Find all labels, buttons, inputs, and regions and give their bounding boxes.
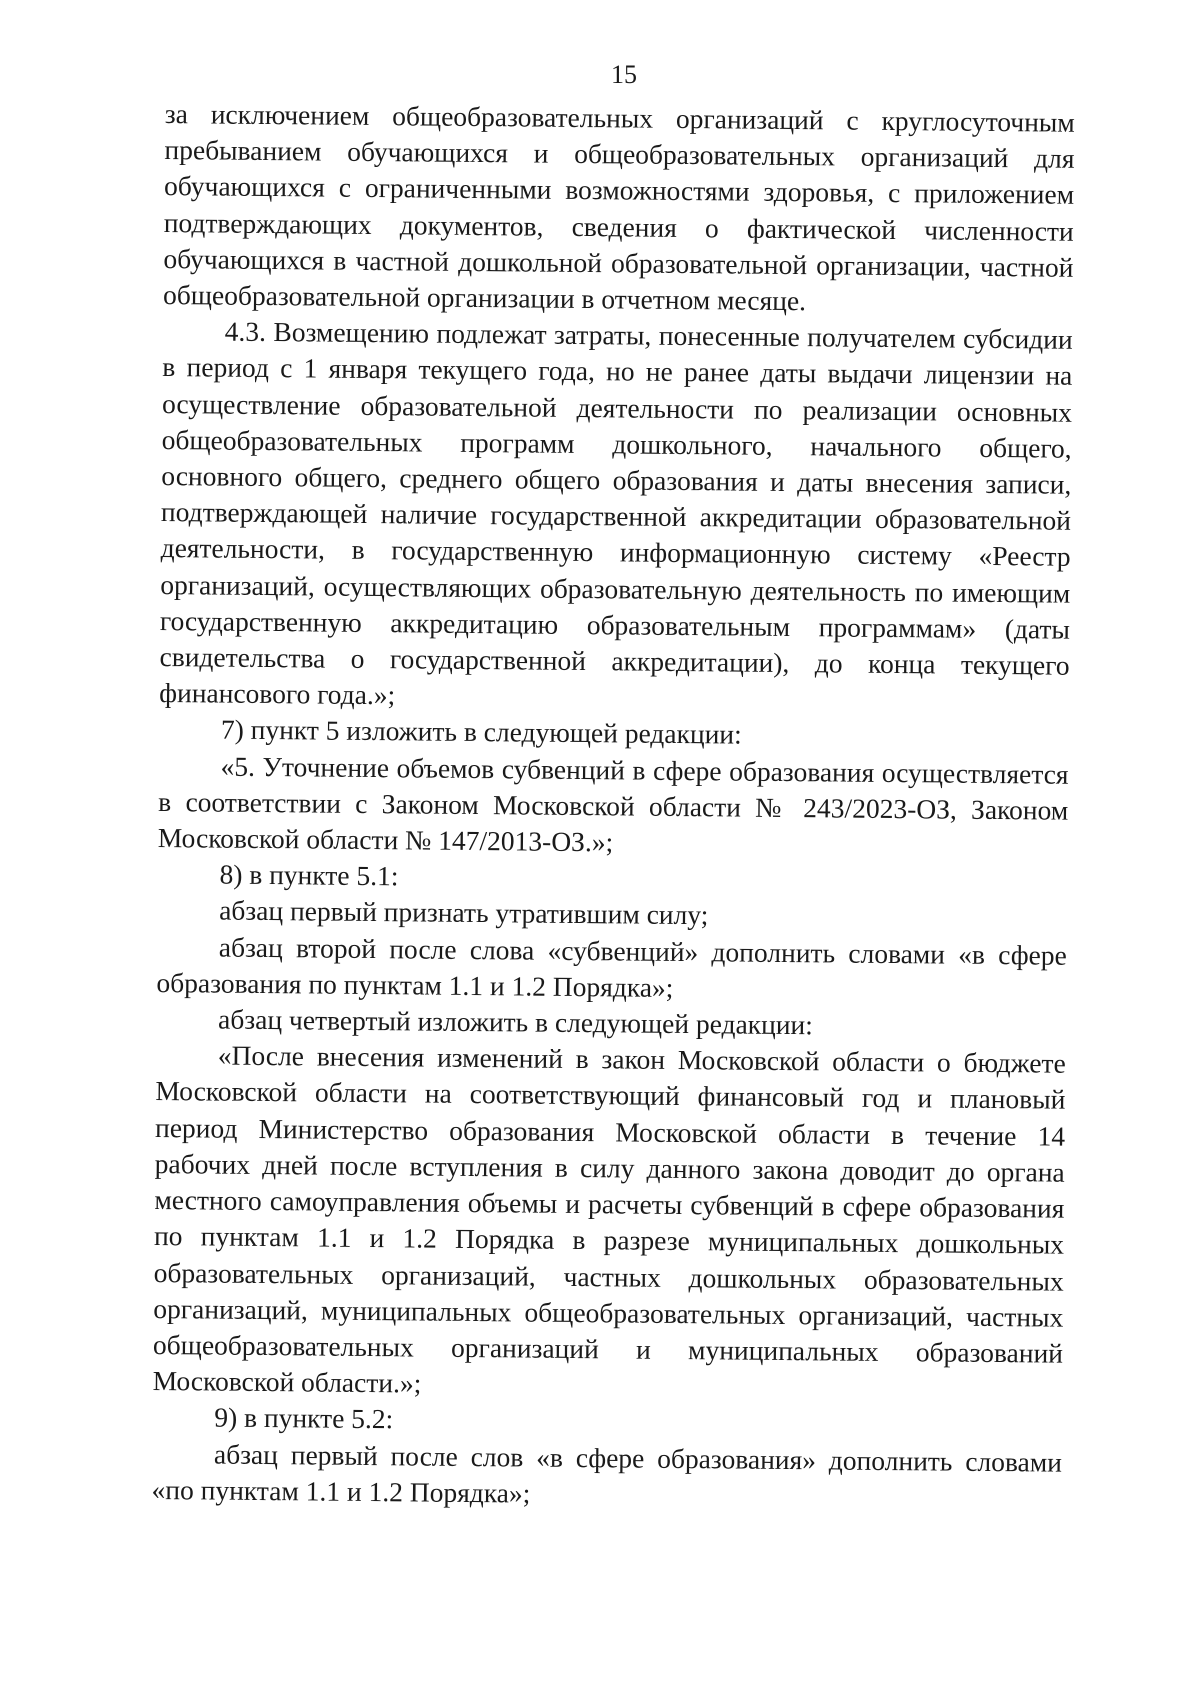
- page-number: 15: [611, 60, 637, 89]
- paragraph-point-5: «5. Уточнение объемов субвенций в сфере образования осуществляется в соответствии с Законом Московской области № 243/2023-ОЗ, Законом Московской области № 147/2013-ОЗ.»;: [157, 750, 1069, 858]
- paragraph-abzac-first: абзац первый признать утратившим силу;: [219, 895, 709, 931]
- paragraph-item-8: 8) в пункте 5.1:: [219, 858, 399, 892]
- paragraph-quoted-amendment: «После внесения изменений в закон Московской области о бюджете Московской области на соответствующий финансовый год и плановый период Министерство образования Московской области в течение 14 рабочих дней после вступления в силу данного закона доводит до органа местного самоуправления объемы и расчеты субвенций в сфере образования по пунктам 1.1 и 1.2 Порядка в разрезе муниципальных дошкольных образовательных организаций, частных дошкольных образовательных организаций, муниципальных общеобразовательных организаций, частных общеобразовательных организаций и муниципальных образований Московской области.»;: [152, 1039, 1066, 1399]
- paragraph-4-3: 4.3. Возмещению подлежат затраты, понесенные получателем субсидии в период с 1 января текущего года, но не ранее даты выдачи лицензии на осуществление образовательной деятельности по реализации основных общеобразовательных программ дошкольного, начального общего, основного общего, среднего общего образования и даты внесения записи, подтверждающей наличие государственной аккредитации образовательной деятельности, в государственную информационную систему «Реестр организаций, осуществляющих образовательную деятельность по имеющим государственную аккредитацию образовательным программам» (даты свидетельства о государственной аккредитации), до конца текущего финансового года.»;: [159, 315, 1073, 711]
- paragraph-abzac-fourth: абзац четвертый изложить в следующей редакции:: [217, 1003, 814, 1041]
- document-body: [151, 96, 1075, 1517]
- paragraph-abzac-second: абзац второй после слова «субвенций» дополнить словами «в сфере образования по пунктам 1.1 и 1.2 Порядка»;: [156, 931, 1067, 1003]
- paragraph-abzac-first-5-2: абзац первый после слов «в сфере образования» дополнить словами «по пунктам 1.1 и 1.2 Порядка»;: [151, 1438, 1063, 1509]
- paragraph-continuation: за исключением общеобразовательных организаций с круглосуточным пребыванием обучающихся и общеобразовательных организаций для обучающихся с ограниченными возможностями здоровья, с приложением подтверждающих документов, сведения о фактической численности обучающихся в частной дошкольной образовательной организации, частной общеобразовательной организации в отчетном месяце.: [162, 97, 1075, 317]
- paragraph-item-7: 7) пункт 5 изложить в следующей редакции:: [220, 714, 742, 751]
- paragraph-item-9: 9) в пункте 5.2:: [214, 1401, 394, 1435]
